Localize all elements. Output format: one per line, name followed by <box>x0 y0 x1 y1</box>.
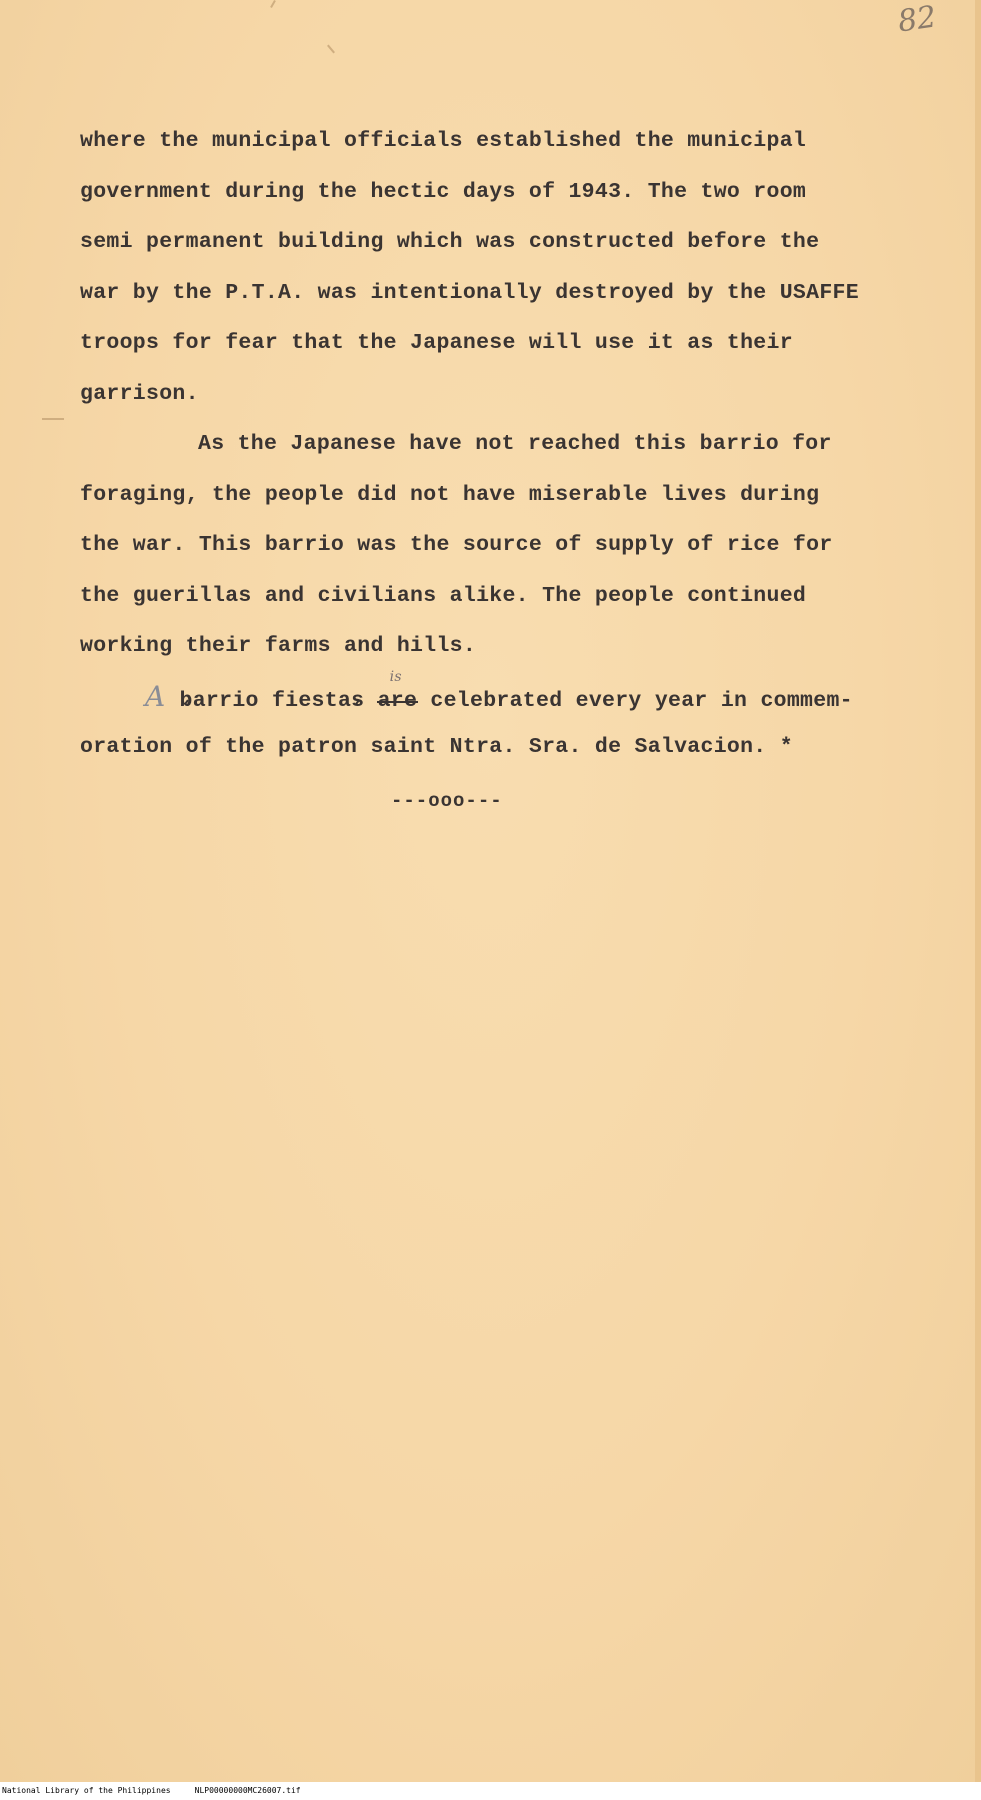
text-line: the war. This barrio was the source of supply of rice for <box>80 533 833 557</box>
fiesta-line <box>80 668 960 723</box>
document-body <box>80 116 960 773</box>
text-line: the guerillas and civilians alike. The people continued <box>80 583 807 608</box>
text-line: As the Japanese have not reached this barrio for <box>198 432 832 456</box>
text-line: war by the P.T.A. was intentionally destroyed by the USAFFE <box>80 280 859 305</box>
page-number: 82 <box>895 0 939 40</box>
text-line: government during the hectic days of 1943. The two room <box>80 179 807 204</box>
correction-group <box>377 668 418 727</box>
text-line: garrison. <box>80 381 199 406</box>
handwritten-insertion: is <box>389 668 402 685</box>
struck-word: are <box>377 688 418 713</box>
paper-mark <box>327 45 335 54</box>
text-line: where the municipal officials established the municipal <box>80 129 807 153</box>
paper-mark <box>270 0 276 8</box>
scan-footer: National Library of the Philippines NLP00000000MC26007.tif <box>0 1782 981 1800</box>
fiesta-text-rest: celebrated every year in commem- <box>417 688 853 713</box>
text-line: troops for fear that the Japanese will use it as their <box>80 331 793 355</box>
end-mark: ---ooo--- <box>391 790 503 812</box>
text-line: working their farms and hills. <box>80 634 477 658</box>
struck-letter: b <box>179 688 193 713</box>
text-line: oration of the patron saint Ntra. Sra. de Salvacion. * <box>80 735 793 759</box>
struck-letter: s <box>351 688 365 713</box>
paper-mark <box>42 418 64 420</box>
fiesta-text: arrio fiesta <box>192 688 352 713</box>
handwritten-correction-a: A <box>145 679 166 713</box>
text-line: foraging, the people did not have miserable lives during <box>80 482 820 507</box>
text-line: semi permanent building which was constructed before the <box>80 230 820 254</box>
